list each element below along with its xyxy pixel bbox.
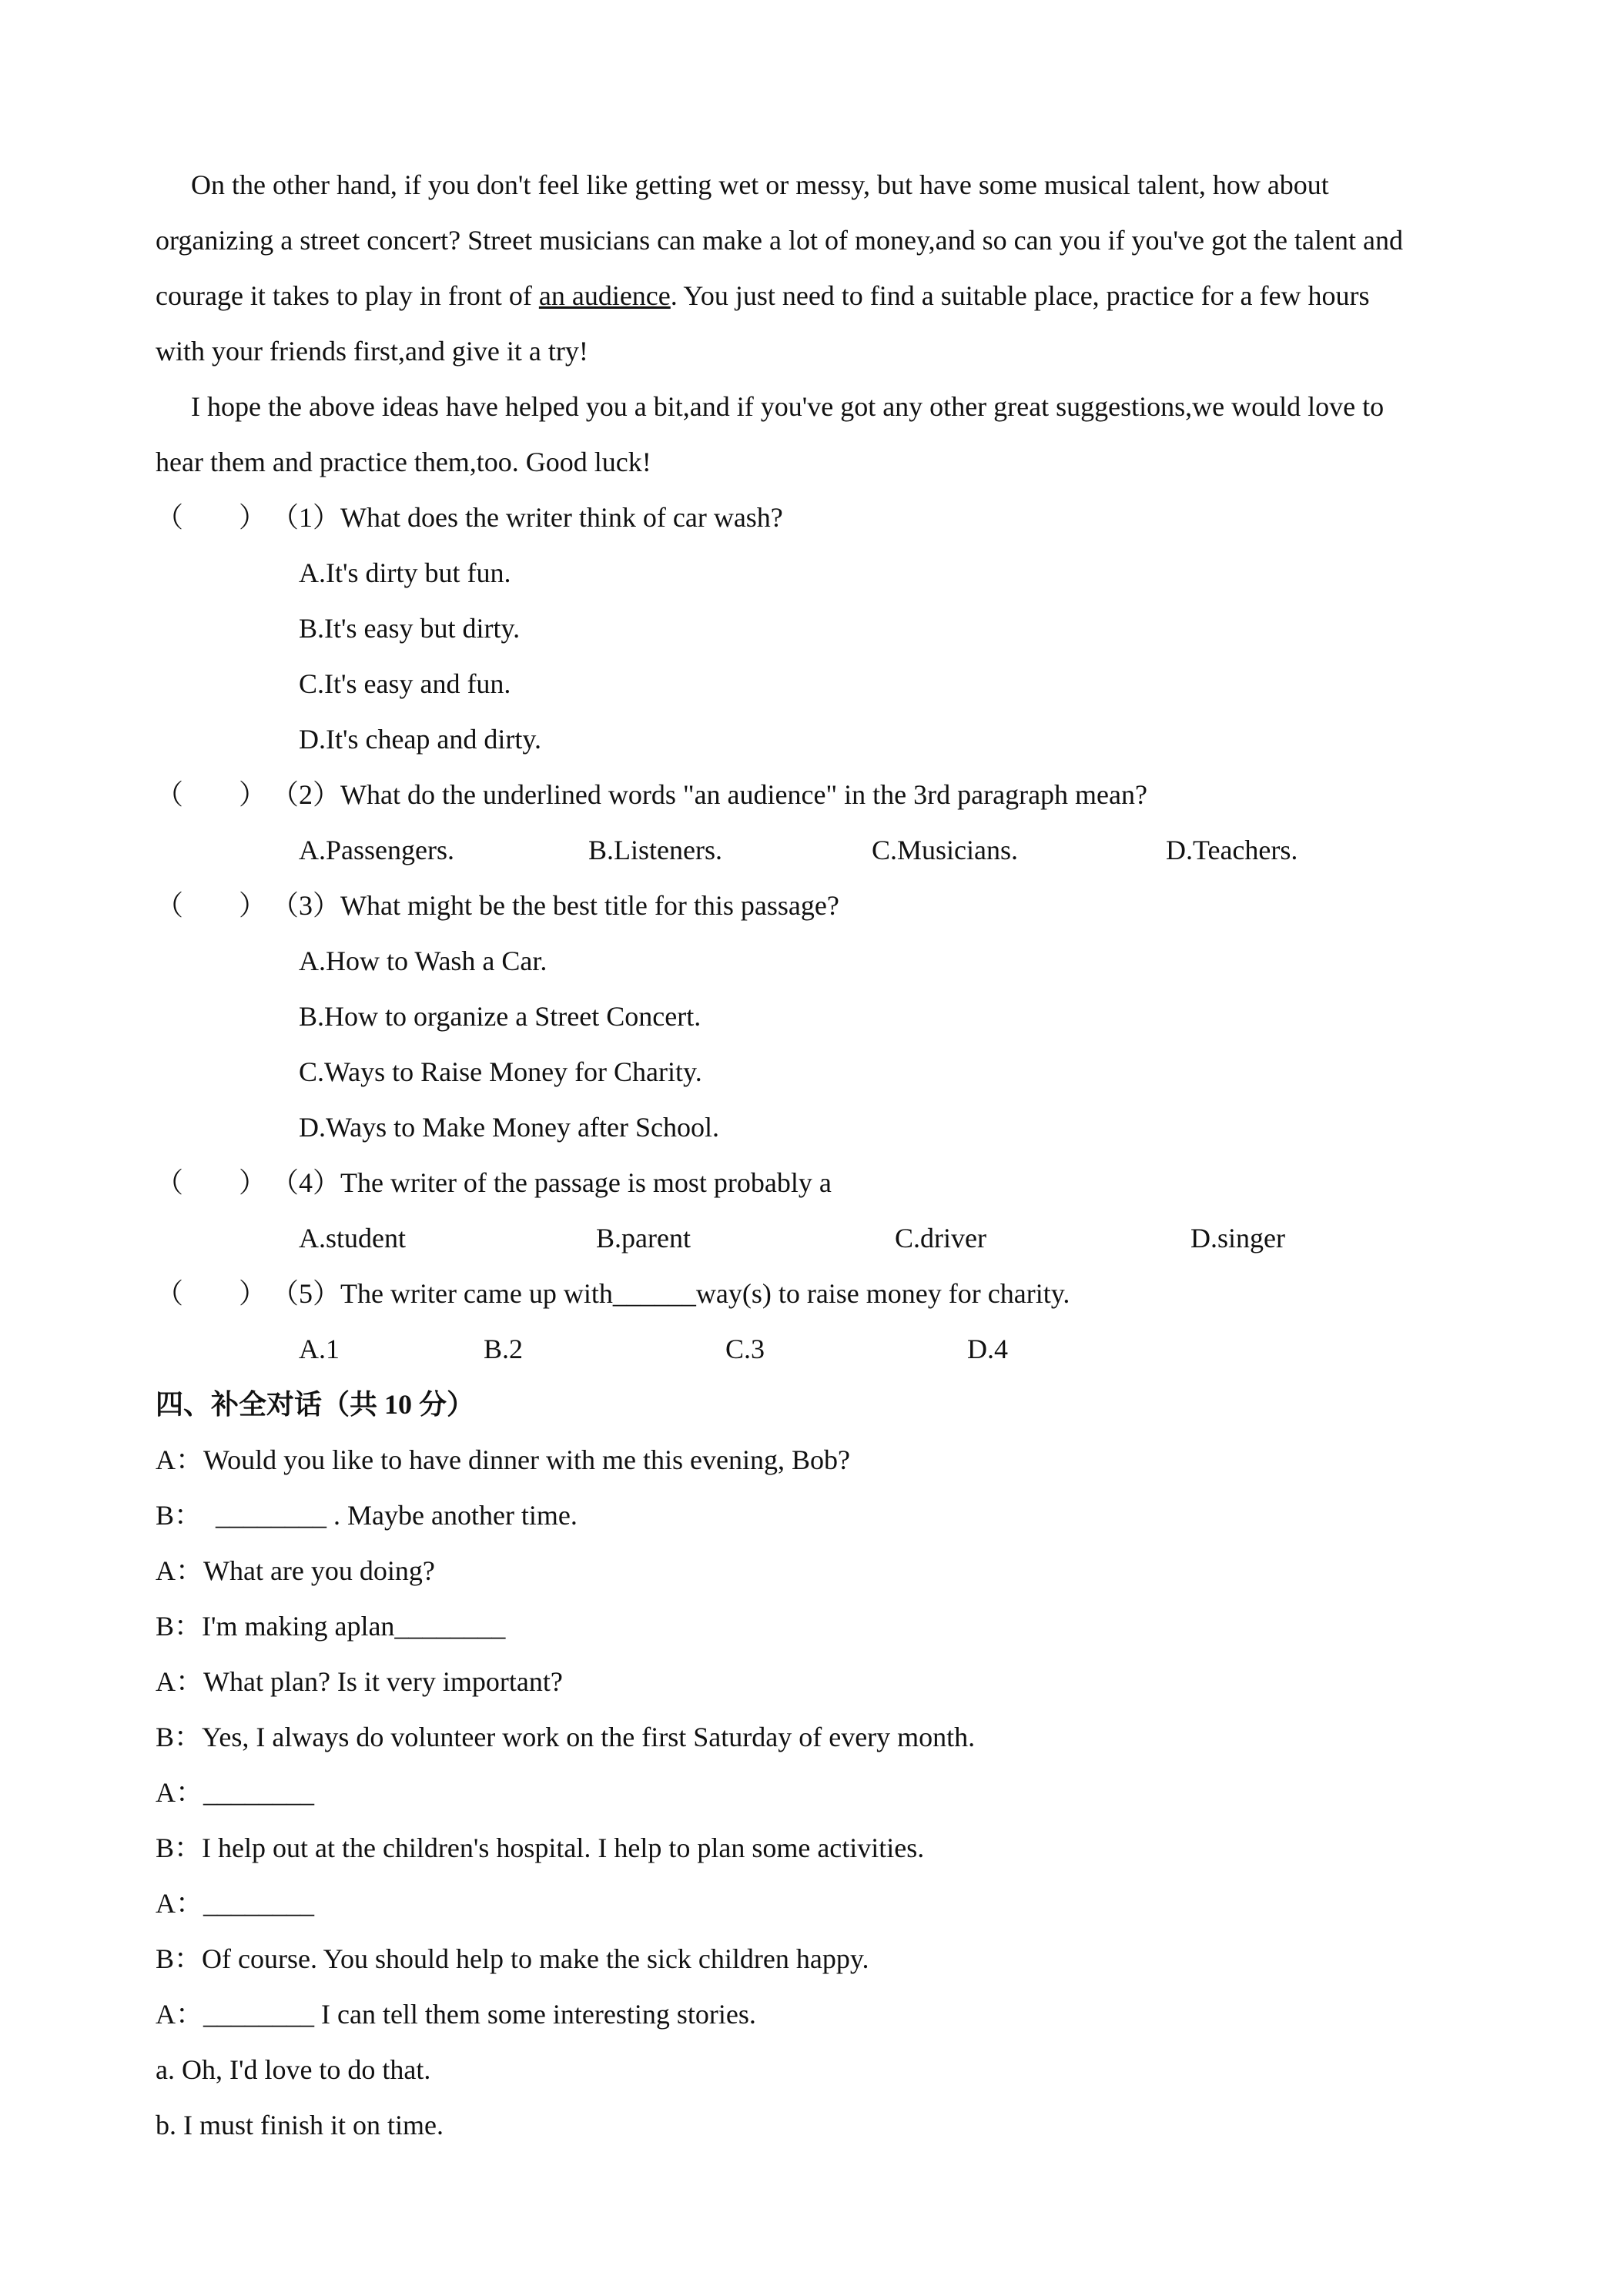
answer-bracket: （ ） <box>156 890 267 921</box>
passage-line: with your friends first,and give it a try! <box>156 336 588 366</box>
option: A.student <box>299 1223 406 1253</box>
underlined-words: an audience <box>538 280 671 311</box>
dialogue-line: B：I help out at the children's hospital. I help to plan some activities. <box>156 1832 925 1863</box>
section-title: 四、补全对话（共 10 分） <box>156 1389 475 1420</box>
question-stem: （3）What might be the best title for this passage? <box>271 890 839 921</box>
answer-bracket: （ ） <box>156 1167 267 1198</box>
option: B.Listeners. <box>588 835 722 865</box>
dialogue-line: B： ________ . Maybe another time. <box>156 1500 578 1531</box>
passage-text: courage it takes to play in front of <box>156 280 539 311</box>
option: A.Passengers. <box>299 835 454 865</box>
option: B.2 <box>484 1334 524 1364</box>
dialogue-line: A：What plan? Is it very important? <box>156 1666 563 1697</box>
dialogue-line: A：________ I can tell them some interesting stories. <box>156 1999 756 2030</box>
passage-line <box>156 279 1370 313</box>
option: A.It's dirty but fun. <box>299 557 511 588</box>
passage-line: On the other hand, if you don't feel like getting wet or messy, but have some musical talent, how about <box>191 169 1329 200</box>
dialogue-line: B：I'm making aplan________ <box>156 1611 506 1642</box>
answer-bracket: （ ） <box>156 502 267 533</box>
passage-line: I hope the above ideas have helped you a bit,and if you've got any other great suggestions,we would love to <box>191 391 1385 422</box>
passage-line: hear them and practice them,too. Good luck! <box>156 447 651 477</box>
question-stem: （4）The writer of the passage is most probably a <box>271 1167 832 1198</box>
option: C.driver <box>895 1223 986 1253</box>
option: D.singer <box>1190 1223 1285 1253</box>
answer-bracket: （ ） <box>156 1278 267 1309</box>
option: B.How to organize a Street Concert. <box>299 1001 702 1032</box>
dialogue-line: A：________ <box>156 1777 314 1808</box>
option: D.Teachers. <box>1166 835 1298 865</box>
answer-bracket: （ ） <box>156 779 267 810</box>
choice-item: a. Oh, I'd love to do that. <box>156 2054 431 2085</box>
option: B.parent <box>596 1223 691 1253</box>
option: D.It's cheap and dirty. <box>299 724 542 755</box>
dialogue-line: A：Would you like to have dinner with me this evening, Bob? <box>156 1444 850 1475</box>
question-stem: （1）What does the writer think of car wash? <box>271 502 783 533</box>
option: C.It's easy and fun. <box>299 668 511 699</box>
option: A.1 <box>299 1334 340 1364</box>
dialogue-line: A：What are you doing? <box>156 1555 435 1586</box>
option: C.3 <box>725 1334 765 1364</box>
option: D.4 <box>967 1334 1008 1364</box>
option: C.Ways to Raise Money for Charity. <box>299 1056 702 1087</box>
option: A.How to Wash a Car. <box>299 946 547 976</box>
passage-text: . You just need to find a suitable place, practice for a few hours <box>670 280 1370 311</box>
dialogue-line: B：Of course. You should help to make the sick children happy. <box>156 1943 869 1974</box>
option: D.Ways to Make Money after School. <box>299 1112 719 1143</box>
option: B.It's easy but dirty. <box>299 613 521 644</box>
question-stem: （5）The writer came up with______way(s) to raise money for charity. <box>271 1278 1070 1309</box>
dialogue-line: B：Yes, I always do volunteer work on the first Saturday of every month. <box>156 1722 976 1752</box>
question-stem: （2）What do the underlined words "an audience" in the 3rd paragraph mean? <box>271 779 1147 810</box>
choice-item: b. I must finish it on time. <box>156 2110 444 2140</box>
option: C.Musicians. <box>872 835 1019 865</box>
passage-line: organizing a street concert? Street musicians can make a lot of money,and so can you if you've got the talent and <box>156 225 1403 256</box>
dialogue-line: A：________ <box>156 1888 314 1919</box>
